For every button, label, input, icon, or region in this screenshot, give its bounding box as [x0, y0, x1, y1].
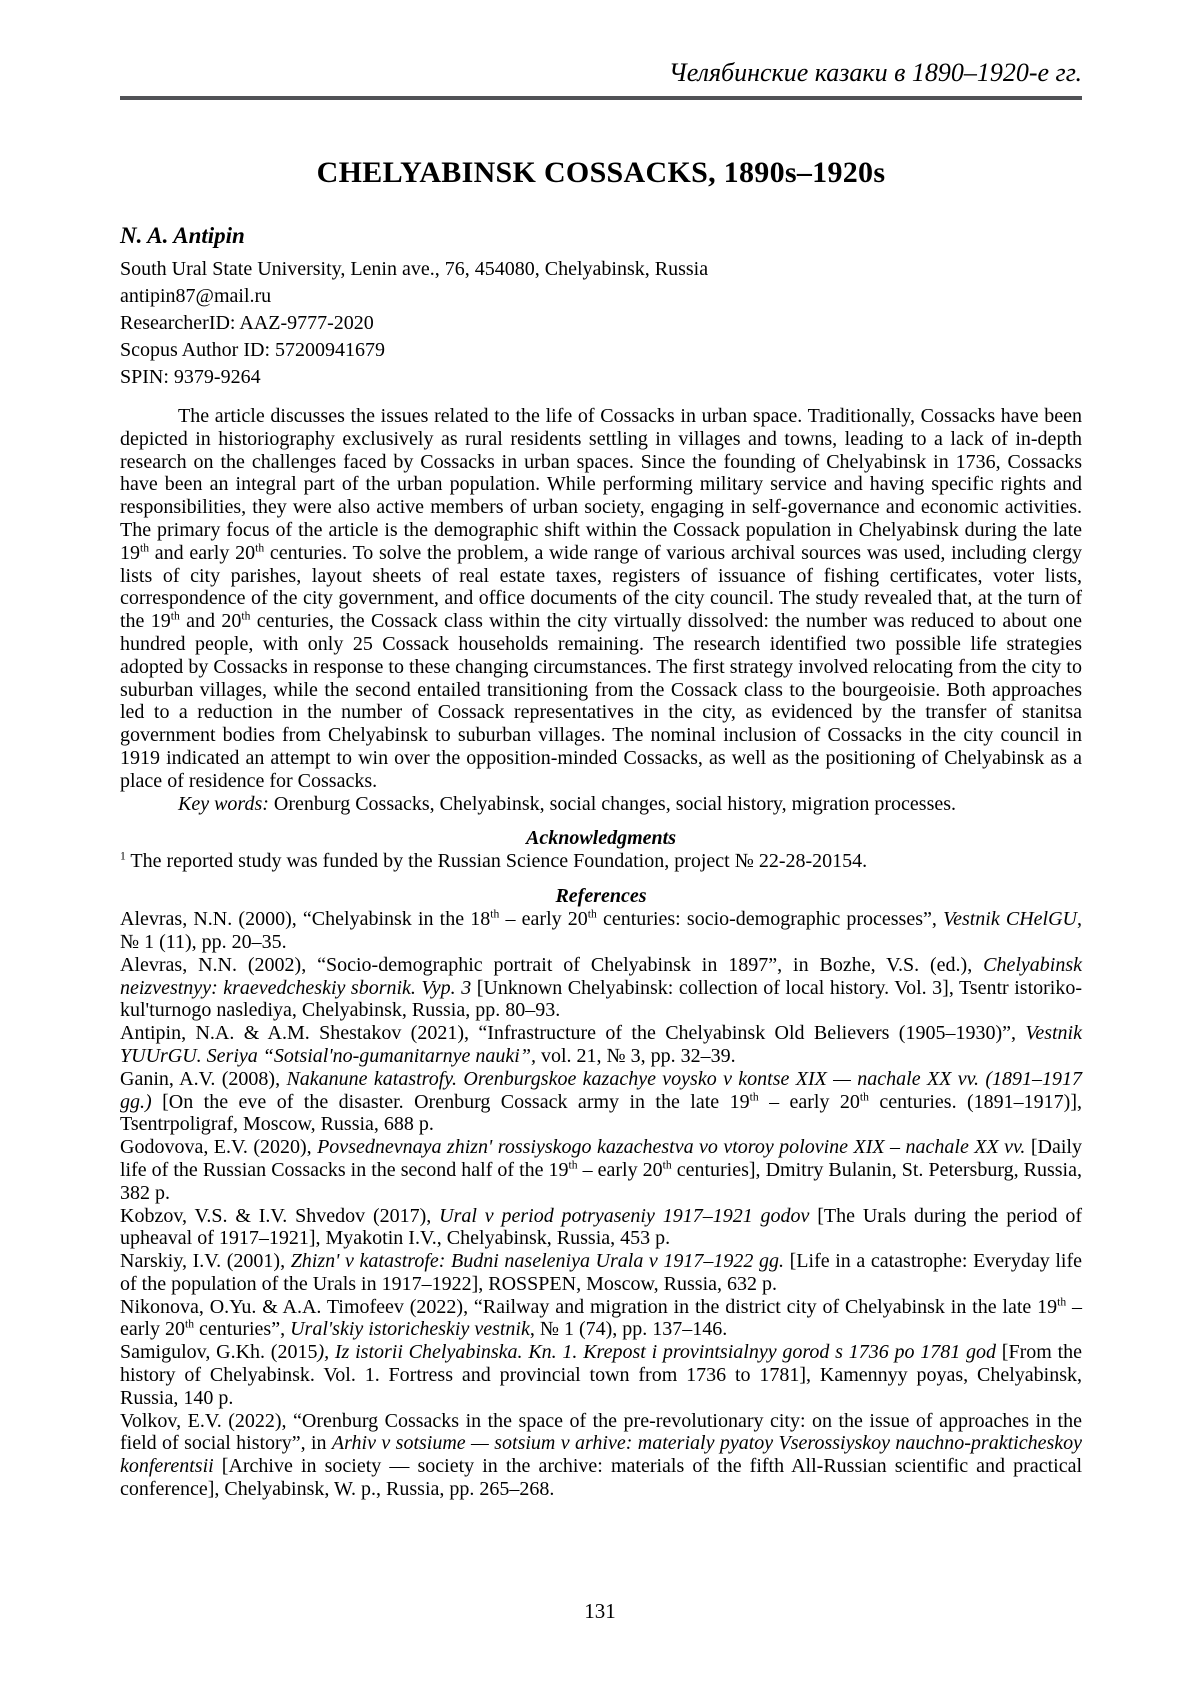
references-heading: References [555, 885, 647, 908]
reference-item: Ganin, A.V. (2008), Nakanune katastrofy. Orenburgskoe kazachye voysko v kontse XIX — nachale XX vv. (1891–1917 gg.) [On the eve of the disaster. Orenburg Cossack army in the late 19th – early 20th centuries. (1891–1917)], Tsentrpoligraf, Moscow, Russia, 688 p. [120, 1067, 1083, 1136]
running-header-text: Челябинские казаки в 1890–1920-е гг. [668, 58, 1082, 87]
reference-item: Antipin, N.A. & A.M. Shestakov (2021), “Infrastructure of the Chelyabinsk Old Believers (1905–1930)”, Vestnik YUUrGU. Seriya “Sotsial'no-gumanitarnye nauki”, vol. 21, № 3, pp. 32–39. [120, 1022, 1082, 1067]
reference-item: Nikonova, O.Yu. & A.A. Timofeev (2022), “Railway and migration in the district city of Chelyabinsk in the late 19th – early 20th centuries”, Ural'skiy istoricheskiy vestnik, № 1 (74), pp. 137–146. [120, 1295, 1083, 1341]
running-header [120, 0, 1082, 100]
author-email: antipin87@mail.ru [120, 285, 272, 307]
spin-code: SPIN: 9379-9264 [120, 366, 261, 388]
article-title: CHELYABINSK COSSACKS, 1890s–1920s [316, 156, 886, 189]
author-meta-block [120, 256, 1082, 391]
keywords-label: Key words: [178, 792, 269, 815]
abstract-paragraph: The article discusses the issues related to the life of Cossacks in urban space. Traditionally, Cossacks have been depicted in historiography exclusively as rural residents settling in villages and towns, leading to a lack of in-depth research on the challenges faced by Cossacks in urban spaces. Since the founding of Chelyabinsk in 1736, Cossacks have been an integral part of the urban population. While performing military service and having specific rights and responsibilities, they were also active members of urban society, engaging in self-governance and economic activities. The primary focus of the article is the demographic shift within the Cossack population in Chelyabinsk during the late 19th and early 20th centuries. To solve the problem, a wide range of various archival sources was used, including clergy lists of city parishes, layout sheets of real estate taxes, registers of issuance of fishing certificates, voter lists, correspondence of the city government, and office documents of the city council. The study revealed that, at the turn of the 19th and 20th centuries, the Cossack class within the city virtually dissolved: the number was reduced to about one hundred people, with only 25 Cossack households remaining. The research identified two possible life strategies adopted by Cossacks in response to these changing circumstances. The first strategy involved relocating from the city to suburban villages, while the second entailed transitioning from the Cossack class to the bourgeoisie. Both approaches led to a reduction in the number of Cossack representatives in the city, as evidenced by the transfer of stanitsa government bodies from Chelyabinsk to suburban villages. The nominal inclusion of Cossacks in the city council in 1919 indicated an attempt to win over the opposition-minded Cossacks, as well as the positioning of Chelyabinsk as a place of residence for Cossacks. [120, 405, 1082, 792]
header-rule [120, 96, 1082, 100]
reference-item: Kobzov, V.S. & I.V. Shvedov (2017), Ural v period potryaseniy 1917–1921 godov [The Urals during the period of upheaval of 1917–1921], Myakotin I.V., Chelyabinsk, Russia, 453 p. [120, 1204, 1082, 1250]
reference-item: Narskiy, I.V. (2001), Zhizn' v katastrofe: Budni naseleniya Urala v 1917–1922 gg. [Life in a catastrophe: Everyday life of the population of the Urals in 1917–1922], ROSSPEN, Moscow, Russia, 632 p. [120, 1250, 1082, 1295]
acknowledgments-heading: Acknowledgments [525, 827, 676, 850]
references-list [120, 908, 1082, 1501]
keywords-line [120, 793, 1082, 816]
keywords-text: Orenburg Cossacks, Chelyabinsk, social changes, social history, migration processes. [273, 792, 957, 815]
scopus-author-id: Scopus Author ID: 57200941679 [120, 339, 385, 361]
reference-item: Godovova, E.V. (2020), Povsednevnaya zhizn' rossiyskogo kazachestva vo vtoroy polovine XIX – nachale XX vv. [Daily life of the Russian Cossacks in the second half of the 19th – early 20th centuries], Dmitry Bulanin, St. Petersburg, Russia, 382 p. [120, 1136, 1082, 1204]
acknowledgments-text: $^1$ The reported study was funded by the Russian Science Foundation, project № 22-28-20154. [120, 849, 868, 873]
researcher-id: ResearcherID: AAZ-9777-2020 [120, 312, 374, 334]
author-name: N. A. Antipin [120, 223, 245, 248]
affiliation: South Ural State University, Lenin ave., 76, 454080, Chelyabinsk, Russia [120, 258, 709, 280]
reference-item: Volkov, E.V. (2022), “Orenburg Cossacks in the space of the pre-revolutionary city: on the issue of approaches in the field of social history”, in Arhiv v sotsiume — sotsium v arhive: materialy pyatoy Vserossiyskoy nauchno-prakticheskoy konferentsii [Archive in society — society in the archive: materials of the fifth All-Russian scientific and practical conference], Chelyabinsk, W. p., Russia, pp. 265–268. [120, 1409, 1082, 1501]
reference-item: Alevras, N.N. (2002), “Socio-demographic portrait of Chelyabinsk in 1897”, in Bozhe, V.S. (ed.), Chelyabinsk neizvestnyy: kraevedcheskiy sbornik. Vyp. 3 [Unknown Chelyabinsk: collection of local history. Vol. 3], Tsentr istoriko-kul'turnogo naslediya, Chelyabinsk, Russia, pp. 80–93. [120, 953, 1082, 1022]
page-number: 131 [584, 1599, 616, 1623]
reference-item: Samigulov, G.Kh. (2015), Iz istorii Chelyabinska. Kn. 1. Krepost i provintsialnyy gorod s 1736 po 1781 god [From the history of Chelyabinsk. Vol. 1. Fortress and provincial town from 1736 to 1781], Kamennyy poyas, Chelyabinsk, Russia, 140 p. [120, 1341, 1083, 1409]
reference-item: Alevras, N.N. (2000), “Chelyabinsk in the 18th – early 20th centuries: socio-demographic processes”, Vestnik CHelGU, № 1 (11), pp. 20–35. [120, 907, 1082, 953]
